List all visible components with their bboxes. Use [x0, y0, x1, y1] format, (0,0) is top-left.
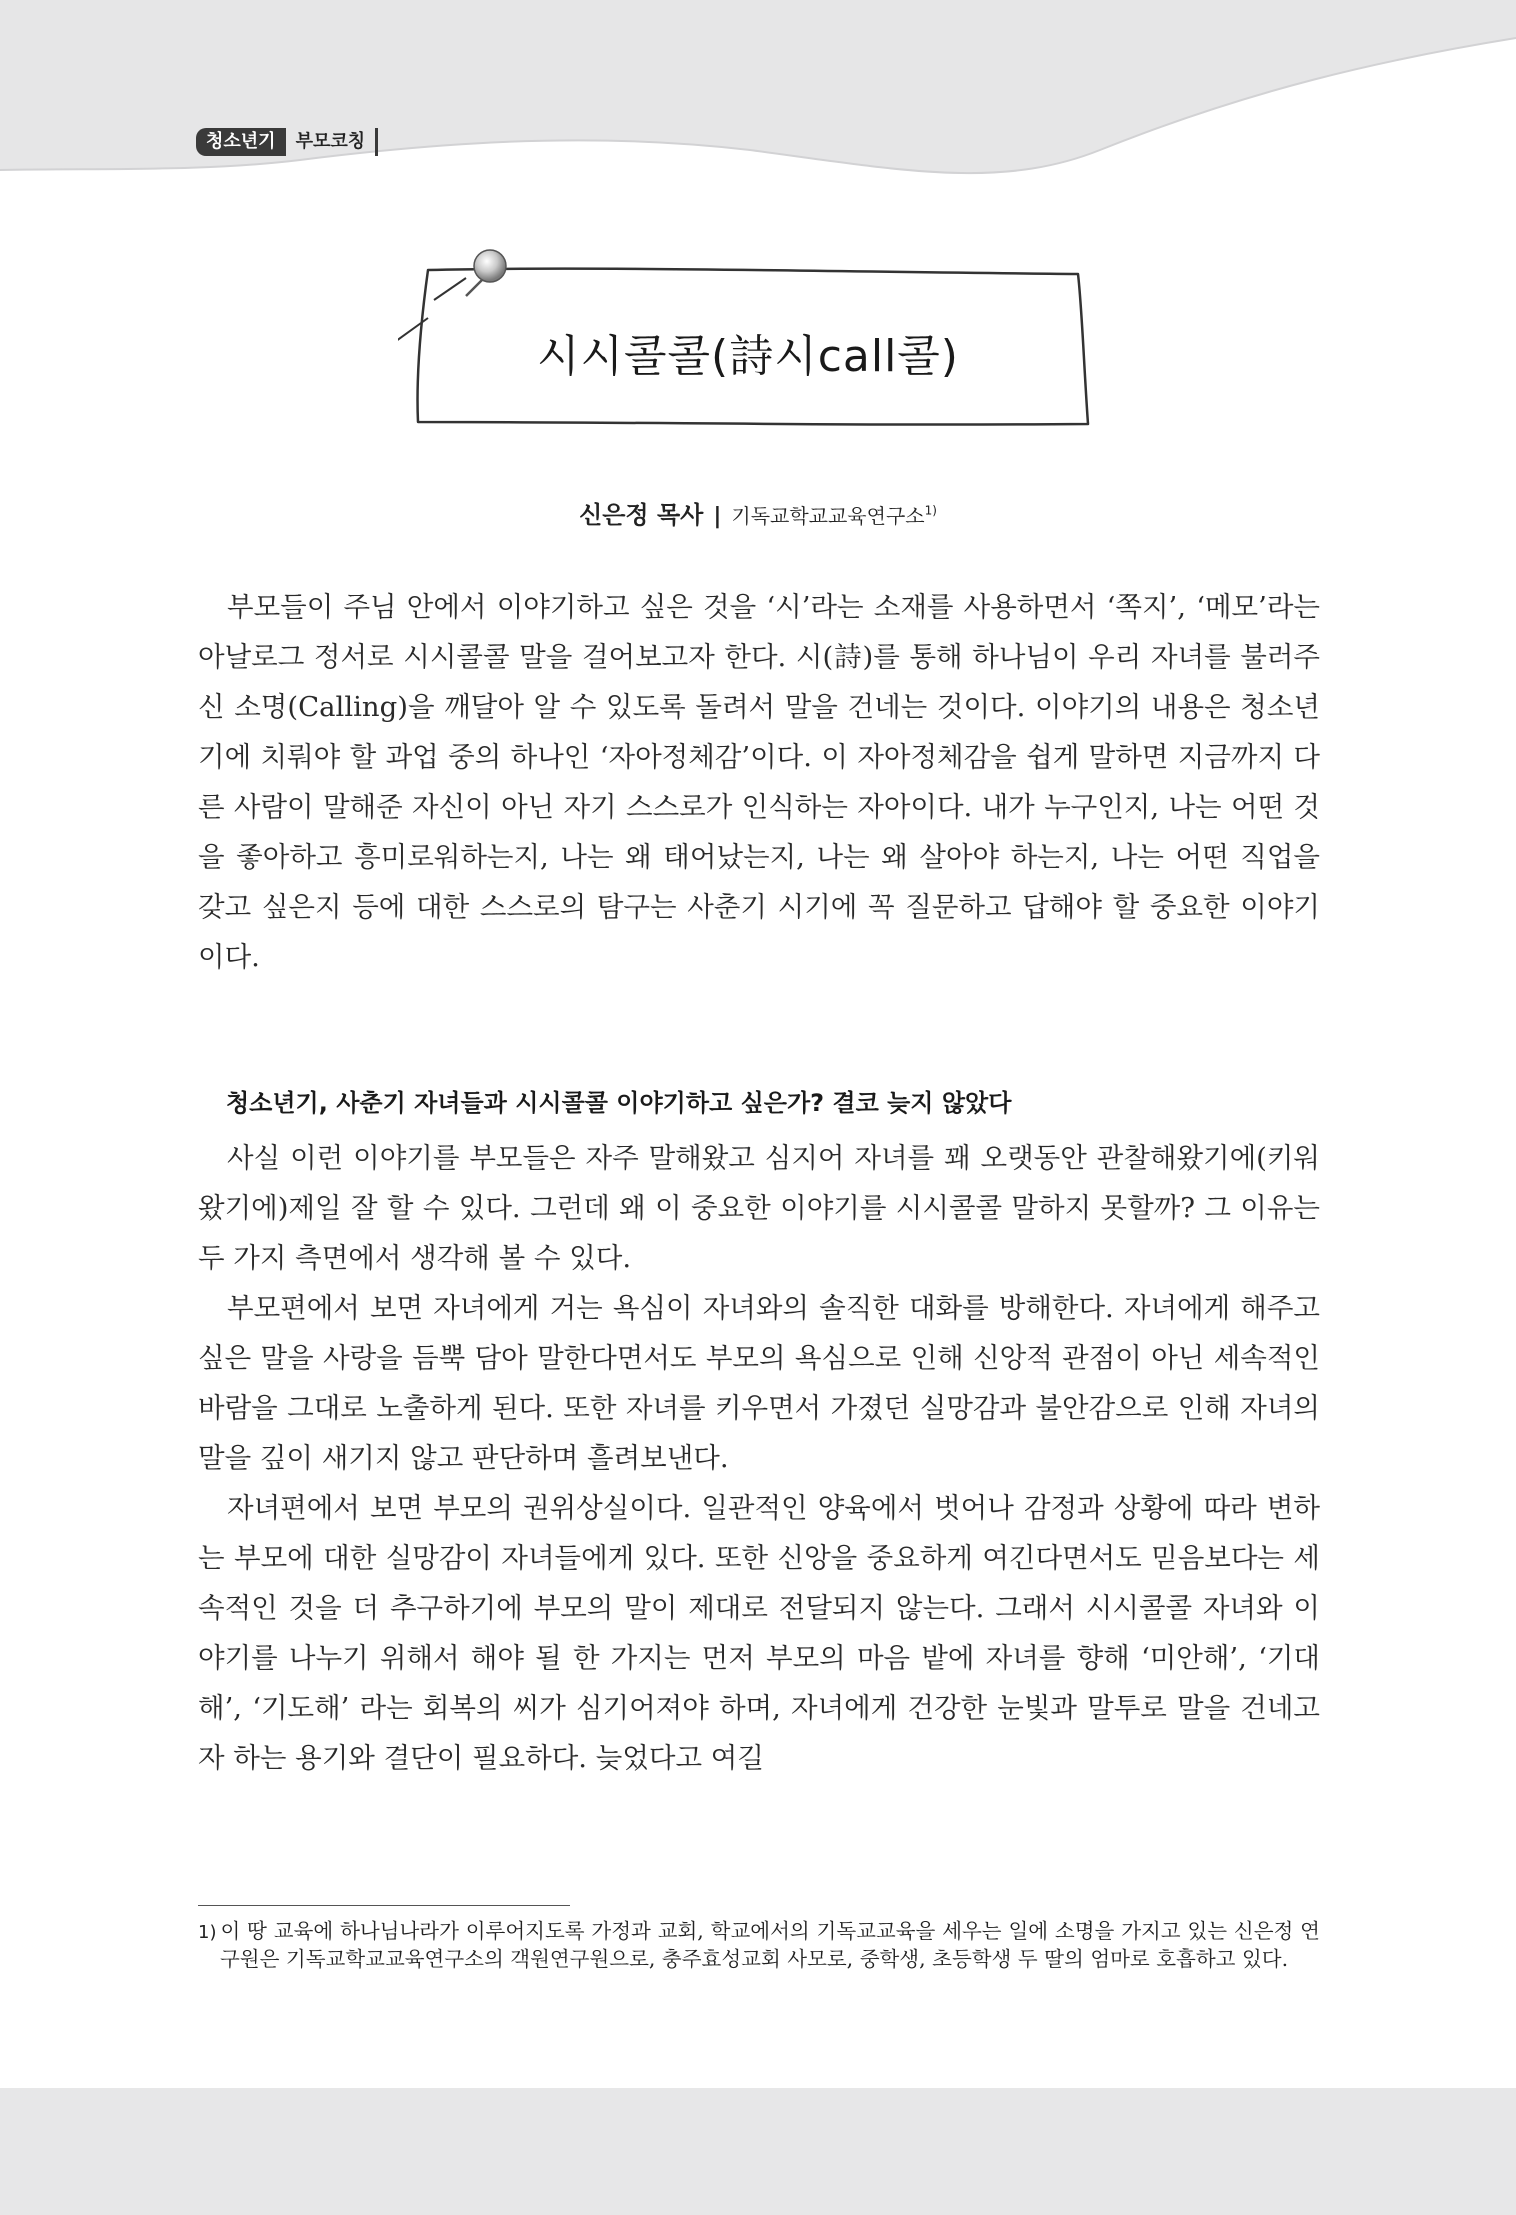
title-card	[398, 248, 1098, 428]
footnote-divider	[198, 1905, 570, 1906]
section-paragraph: 부모편에서 보면 자녀에게 거는 욕심이 자녀와의 솔직한 대화를 방해한다. 자녀에게 해주고 싶은 말을 사랑을 듬뿍 담아 말한다면서도 부모의 욕심으로 인해 신앙적 관점이 아닌 세속적인 바람을 그대로 노출하게 된다. 또한 자녀를 키우면서 가졌던 실망감과 불안감으로 인해 자녀의 말을 깊이 새기지 않고 판단하며 흘려보낸다.	[198, 1292, 1320, 1474]
intro-section	[198, 582, 1320, 982]
footnote	[198, 1918, 1320, 1973]
section-tag-primary: 청소년기	[196, 128, 286, 156]
pushpin-icon	[460, 242, 520, 302]
header-wave-band	[0, 0, 1516, 200]
byline	[0, 495, 1516, 530]
intro-paragraph: 부모들이 주님 안에서 이야기하고 싶은 것을 ‘시’라는 소재를 사용하면서 ‘쪽지’, ‘메모’라는 아날로그 정서로 시시콜콜 말을 걸어보고자 한다. 시(詩)를 통해 하나님이 우리 자녀를 불러주신 소명(Calling)을 깨달아 알 수 있도록 돌려서 말을 건네는 것이다. 이야기의 내용은 청소년기에 치뤄야 할 과업 중의 하나인 ‘자아정체감’이다. 이 자아정체감을 쉽게 말하면 지금까지 다른 사람이 말해준 자신이 아닌 자기 스스로가 인식하는 자아이다. 내가 누구인지, 나는 어떤 것을 좋아하고 흥미로워하는지, 나는 왜 태어났는지, 나는 왜 살아야 하는지, 나는 어떤 직업을 갖고 싶은지 등에 대한 스스로의 탐구는 사춘기 시기에 꼭 질문하고 답해야 할 중요한 이야기 이다.	[198, 591, 1320, 973]
footnote-ref: 1)	[924, 503, 937, 518]
section-subheading: 청소년기, 사춘기 자녀들과 시시콜콜 이야기하고 싶은가? 결코 늦지 않았다	[226, 1089, 1012, 1117]
section-paragraph: 사실 이런 이야기를 부모들은 자주 말해왔고 심지어 자녀를 꽤 오랫동안 관찰해왔기에(키워왔기에)제일 잘 할 수 있다. 그런데 왜 이 중요한 이야기를 시시콜콜 말하지 못할까? 그 이유는 두 가지 측면에서 생각해 볼 수 있다.	[198, 1142, 1320, 1274]
footnote-text: 이 땅 교육에 하나님나라가 이루어지도록 가정과 교회, 학교에서의 기독교교육을 세우는 일에 소명을 가지고 있는 신은정 연구원은 기독교학교교육연구소의 객원연구원으로, 충주효성교회 사모로, 중학생, 초등학생 두 딸의 엄마로 호흡하고 있다.	[220, 1919, 1320, 1971]
footer-band	[0, 2088, 1516, 2215]
author-organization: 기독교학교교육연구소	[731, 504, 925, 528]
footnote-mark: 1)	[198, 1922, 217, 1943]
section-tag-secondary: 부모코칭	[286, 128, 379, 156]
author-name: 신은정 목사	[579, 501, 704, 529]
section-paragraph: 자녀편에서 보면 부모의 권위상실이다. 일관적인 양육에서 벗어나 감정과 상황에 따라 변하는 부모에 대한 실망감이 자녀들에게 있다. 또한 신앙을 중요하게 여긴다면서도 믿음보다는 세속적인 것을 더 추구하기에 부모의 말이 제대로 전달되지 않는다. 그래서 시시콜콜 자녀와 이야기를 나누기 위해서 해야 될 한 가지는 먼저 부모의 마음 밭에 자녀를 향해 ‘미안해’, ‘기대해’, ‘기도해’ 라는 회복의 씨가 심기어져야 하며, 자녀에게 건강한 눈빛과 말투로 말을 건네고자 하는 용기와 결단이 필요하다. 늦었다고 여길	[198, 1492, 1320, 1774]
page-title: 시시콜콜(詩시call콜)	[537, 331, 959, 382]
section-tag	[196, 128, 378, 156]
byline-separator: |	[713, 504, 722, 529]
section-body	[198, 1133, 1320, 1783]
